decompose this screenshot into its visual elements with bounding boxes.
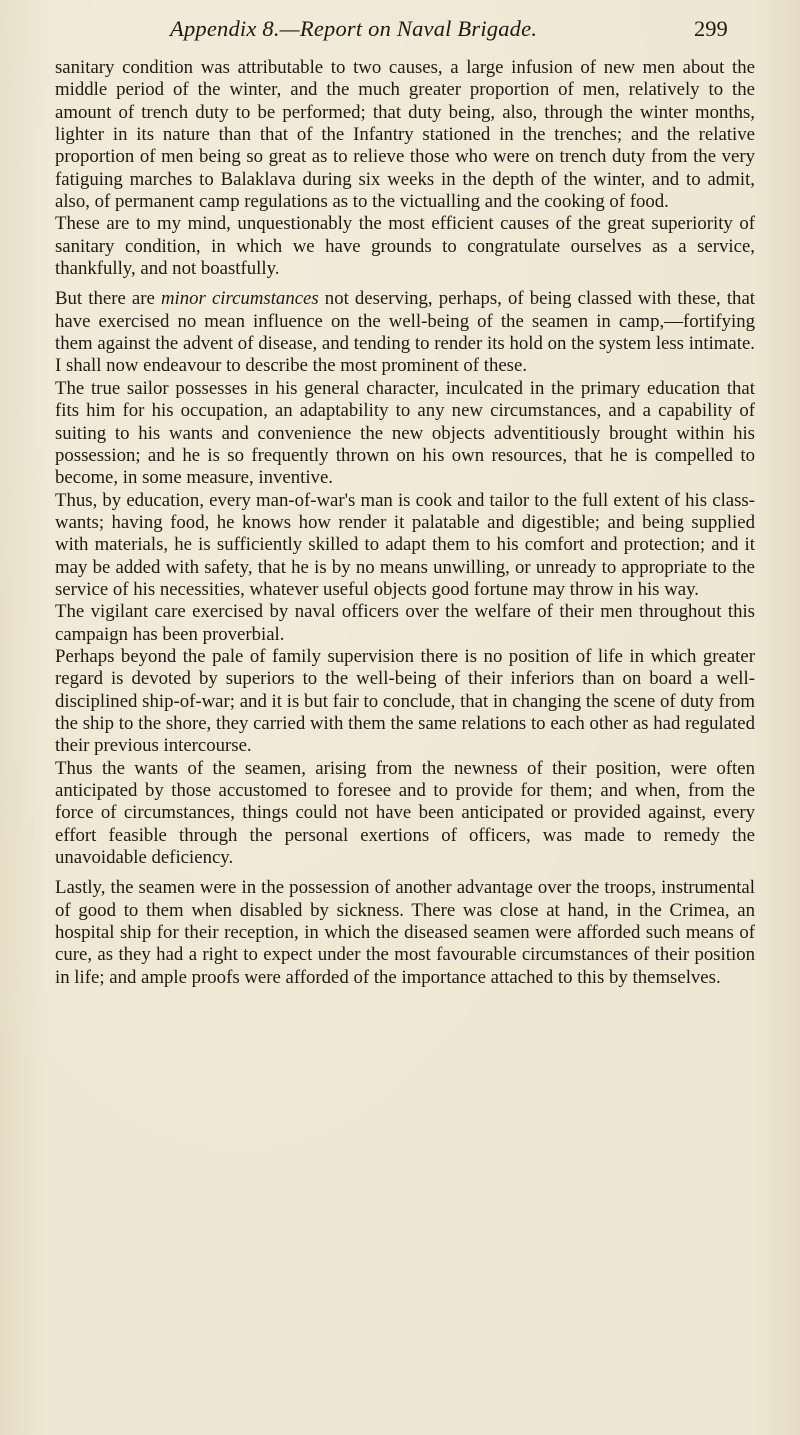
paragraph-sanitary-causes: sanitary condition was attributable to two causes, a large infusion of new men about the middle period of the winter, and the much greater proportion of men, relatively to the amount of trench duty to be performed; that duty being, also, through the winter months, lighter in its nature than that of the Infantry stationed in the trenches; and the relative proportion of men being so great as to relieve those who were on trench duty from the very fatiguing marches to Balaklava during six weeks in the depth of the winter, and to admit, also, of permanent camp regulations as to the victualling and the cooking of food. <box>55 57 755 213</box>
minor-text-after: not deserving, perhaps, of being classed with these, that have exercised no mean influence on the well-being of the seamen in camp,—fortifying them against the advent of disease, and tending to render its hold on the system less intimate. I shall now endeavour to describe the most prominent of these. <box>55 288 755 377</box>
paragraph-efficient-causes: These are to my mind, unquestionably the most efficient causes of the great superiority of sanitary condition, in which we have grounds to congratulate ourselves as a service, thankfully, and not boastfully. <box>55 213 755 280</box>
paragraph-gap <box>55 280 755 288</box>
paragraph-wants-of-seamen: Thus the wants of the seamen, arising from the newness of their position, were often anticipated by those accustomed to foresee and to provide for them; and when, from the force of circumstances, things could not have been anticipated or provided against, every effort feasible through the personal exertions of officers, was made to remedy the unavoidable deficiency. <box>55 757 755 869</box>
paragraph-minor-circumstances <box>55 288 755 377</box>
paragraph-vigilant-care: The vigilant care exercised by naval officers over the welfare of their men throughout this campaign has been proverbial. <box>55 601 755 645</box>
page-header <box>0 16 800 44</box>
paragraph-education: Thus, by education, every man-of-war's man is cook and tailor to the full extent of his class-wants; having food, he knows how render it palatable and digestible; and being supplied with materials, he is sufficiently skilled to adapt them to his comfort and protection; and it may be added with safety, that he is by no means unwilling, or unready to appropriate to the service of his necessities, whatever useful objects good fortune may throw in his way. <box>55 489 755 600</box>
page-number: 299 <box>694 16 728 41</box>
paragraph-lastly: Lastly, the seamen were in the possession of another advantage over the troops, instrumental of good to them when disabled by sickness. There was close at hand, in the Crimea, an hospital ship for their reception, in which the diseased seamen were afforded such means of cure, as they had a right to expect under the most favourable circumstances of their position in life; and ample proofs were afforded of the importance attached to this by themselves. <box>55 877 755 988</box>
paragraph-true-sailor: The true sailor possesses in his general character, inculcated in the primary education that fits him for his occupation, an adaptability to any new circumstances, and a capability of suiting to his wants and convenience the new objects adventitiously brought within his possession; and he is so frequently thrown on his own resources, that he is compelled to become, in some measure, inventive. <box>55 377 755 489</box>
minor-text-italic: minor circumstances <box>160 288 319 310</box>
minor-text-before: But there are <box>55 288 161 310</box>
paragraph-gap-2 <box>55 869 755 877</box>
paragraph-family-supervision: Perhaps beyond the pale of family supervision there is no position of life in which greater regard is devoted by superiors to the well-being of their inferiors than on board a well-disciplined ship-of-war; and it is but fair to conclude, that in changing the scene of duty from the ship to the shore, they carried with them the same relations to each other as had regulated their previous intercourse. <box>55 645 755 757</box>
running-head: Appendix 8.—Report on Naval Brigade. <box>170 16 538 41</box>
body-text <box>55 57 755 989</box>
